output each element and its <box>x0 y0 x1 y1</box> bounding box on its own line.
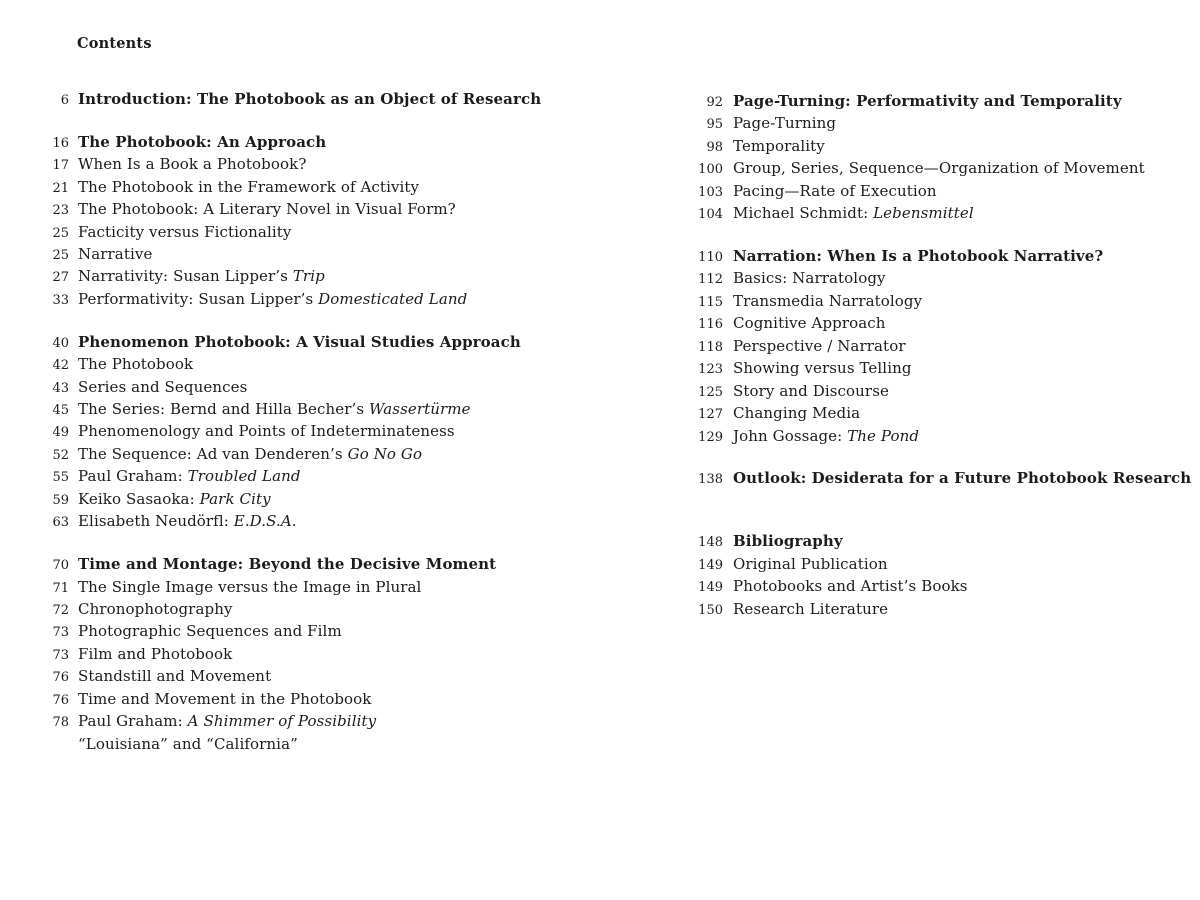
toc-entry-heading <box>655 246 1200 268</box>
toc-page-number: 73 <box>52 625 69 641</box>
toc-entry-title-text: Basics: Narratology <box>733 269 886 288</box>
toc-entry-title <box>78 554 496 574</box>
toc-entry-title-text: Photobooks and Artist’s Books <box>733 577 968 596</box>
toc-entry-title <box>733 113 836 133</box>
toc-page-number: 73 <box>52 647 69 663</box>
toc-entry-title <box>733 181 937 201</box>
toc-entry-title-text: Time and Montage: Beyond the Decisive Moment <box>78 555 497 574</box>
toc-entry-title-text: The Sequence: Ad van Denderen’s <box>78 444 348 463</box>
toc-page-number: 103 <box>698 184 723 200</box>
toc-entry <box>0 689 620 711</box>
toc-entry-title-text: Narrative <box>78 245 153 264</box>
toc-entry-title-text: Showing versus Telling <box>733 359 912 378</box>
toc-entry-title <box>78 399 471 419</box>
toc-entry-title <box>78 644 232 664</box>
toc-entry-heading <box>0 132 620 154</box>
toc-entry-title <box>733 136 825 156</box>
toc-entry-title-italic: Lebensmittel <box>873 204 974 223</box>
toc-entry-title-text: Photographic Sequences and Film <box>78 622 342 641</box>
toc-entry <box>655 381 1200 403</box>
toc-entry <box>655 113 1200 135</box>
toc-page-number: 115 <box>698 294 723 310</box>
toc-entry-title <box>78 199 456 219</box>
toc-entry <box>0 577 620 599</box>
toc-entry-title <box>733 599 888 619</box>
toc-entry-title-text: “Louisiana” and “California” <box>78 734 298 753</box>
toc-entry <box>655 181 1200 203</box>
toc-page-number: 40 <box>52 335 69 351</box>
toc-entry <box>0 711 620 733</box>
toc-page-number: 129 <box>698 429 723 445</box>
toc-entry-title-text: Paul Graham: <box>78 712 188 731</box>
toc-entry-title <box>78 511 297 531</box>
toc-entry-title-text: Research Literature <box>733 599 889 618</box>
toc-page-number: 76 <box>52 670 69 686</box>
toc-entry-title <box>733 468 1191 488</box>
toc-entry-title-text: Phenomenon Photobook: A Visual Studies Approach <box>78 332 521 351</box>
toc-group <box>0 332 620 534</box>
toc-column-right <box>655 91 1200 621</box>
toc-entry <box>0 489 620 511</box>
toc-entry-title-text: Temporality <box>733 136 825 155</box>
toc-entry-title-text: Elisabeth Neudörfl: <box>78 512 234 531</box>
toc-entry <box>655 403 1200 425</box>
toc-page-number: 118 <box>698 339 723 355</box>
toc-group <box>655 468 1200 490</box>
toc-group <box>655 246 1200 448</box>
toc-entry-title <box>78 89 541 109</box>
toc-entry-title <box>78 599 233 619</box>
toc-entry-title-italic: Park City <box>199 489 271 508</box>
toc-entry <box>0 377 620 399</box>
toc-entry-title-text: Narration: When Is a Photobook Narrative? <box>733 247 1104 266</box>
toc-entry-title-text: Narrativity: Susan Lipper’s <box>78 267 293 286</box>
toc-page-number: 148 <box>698 535 723 551</box>
toc-entry-title-italic: Go No Go <box>347 444 423 463</box>
toc-entry-title-text: Series and Sequences <box>78 377 248 396</box>
toc-entry-heading <box>0 89 620 111</box>
toc-entry-title <box>733 531 843 551</box>
toc-entry-title <box>733 313 886 333</box>
toc-entry-title <box>733 426 919 446</box>
toc-entry-title <box>733 554 888 574</box>
toc-entry-heading <box>0 554 620 576</box>
toc-entry-title-text: Keiko Sasaoka: <box>78 489 200 508</box>
toc-entry-title-text: Bibliography <box>733 532 843 551</box>
toc-entry-title <box>78 689 372 709</box>
toc-entry-title <box>78 466 301 486</box>
toc-entry-heading <box>655 531 1200 553</box>
toc-entry-title-text: Group, Series, Sequence—Organization of Movement <box>733 159 1145 178</box>
toc-entry <box>0 511 620 533</box>
toc-entry-title-text: Michael Schmidt: <box>733 204 874 223</box>
toc-entry <box>0 666 620 688</box>
toc-group <box>0 132 620 312</box>
toc-entry-title <box>78 132 326 152</box>
page-title: Contents <box>77 35 152 52</box>
toc-entry-title <box>733 336 906 356</box>
toc-entry <box>655 554 1200 576</box>
toc-entry-title-text: John Gossage: <box>733 426 848 445</box>
toc-entry-title <box>78 222 291 242</box>
toc-entry-title-text: Film and Photobook <box>78 644 233 663</box>
toc-entry-heading <box>0 332 620 354</box>
toc-entry-title <box>78 377 247 397</box>
toc-page-number: 150 <box>698 602 723 618</box>
toc-entry <box>0 421 620 443</box>
toc-entry <box>0 354 620 376</box>
toc-entry <box>0 599 620 621</box>
toc-page-number: 71 <box>52 580 69 596</box>
toc-page-number: 116 <box>698 317 723 333</box>
toc-entry-title <box>78 666 271 686</box>
toc-page-number: 123 <box>698 362 723 378</box>
toc-entry-title <box>733 246 1103 266</box>
toc-page-number: 6 <box>60 93 69 108</box>
toc-entry-title-text: Phenomenology and Points of Indeterminateness <box>78 422 455 441</box>
toc-page-number: 25 <box>52 248 69 264</box>
toc-entry <box>0 734 620 754</box>
toc-entry-title <box>78 711 376 731</box>
toc-entry <box>655 599 1200 621</box>
toc-entry-title <box>78 154 306 174</box>
toc-group <box>0 554 620 754</box>
toc-entry <box>0 222 620 244</box>
toc-entry <box>0 289 620 311</box>
toc-entry-title-italic: Trip <box>292 267 325 286</box>
toc-entry-title-text: The Photobook <box>78 355 194 374</box>
toc-entry-title <box>733 381 889 401</box>
toc-entry-title <box>78 734 298 754</box>
toc-entry-title <box>733 91 1122 111</box>
toc-entry-title <box>733 576 968 596</box>
toc-entry-title-text: Outlook: Desiderata for a Future Photobook Research <box>733 469 1192 488</box>
toc-page-number: 21 <box>52 180 69 196</box>
toc-entry-title <box>78 332 521 352</box>
toc-entry-title-italic: Domesticated Land <box>318 289 468 308</box>
toc-entry-title-text: Perspective / Narrator <box>733 336 906 355</box>
toc-entry <box>0 266 620 288</box>
toc-entry <box>655 358 1200 380</box>
toc-entry-title-text: Performativity: Susan Lipper’s <box>78 289 319 308</box>
toc-entry <box>0 154 620 176</box>
toc-page-number: 104 <box>698 207 723 223</box>
toc-page-number: 127 <box>698 407 723 423</box>
toc-entry-title <box>78 244 152 264</box>
toc-column-left <box>0 89 620 754</box>
toc-entry-title-text: The Single Image versus the Image in Plural <box>78 577 422 596</box>
toc-page-number: 112 <box>698 272 723 288</box>
toc-entry-title-italic: E.D.S.A. <box>233 512 297 531</box>
toc-page-number: 43 <box>52 380 69 396</box>
toc-group <box>0 89 620 111</box>
toc-entry-title-text: When Is a Book a Photobook? <box>78 155 307 174</box>
toc-page-number: 59 <box>52 492 69 508</box>
toc-page-number: 76 <box>52 692 69 708</box>
toc-page-number: 92 <box>706 95 723 110</box>
toc-entry-title-text: Standstill and Movement <box>78 667 272 686</box>
toc-entry <box>655 426 1200 448</box>
toc-entry <box>0 199 620 221</box>
toc-page-number: 72 <box>52 602 69 618</box>
toc-entry <box>0 444 620 466</box>
toc-entry-title <box>733 403 860 423</box>
toc-entry-title-italic: Troubled Land <box>187 467 301 486</box>
toc-entry <box>0 244 620 266</box>
toc-group <box>655 91 1200 226</box>
toc-entry-title <box>733 291 922 311</box>
toc-entry <box>0 621 620 643</box>
toc-entry-title-text: Story and Discourse <box>733 381 889 400</box>
toc-entry <box>655 291 1200 313</box>
toc-page-number: 33 <box>52 292 69 308</box>
toc-entry-title-text: Cognitive Approach <box>733 314 886 333</box>
toc-entry-title-text: Page-Turning <box>733 114 837 133</box>
toc-page-number: 78 <box>52 715 69 731</box>
toc-entry <box>655 268 1200 290</box>
toc-entry <box>655 203 1200 225</box>
toc-page-number: 63 <box>52 515 69 531</box>
toc-entry-title <box>78 266 325 286</box>
toc-page-number: 55 <box>52 470 69 486</box>
toc-page-number: 100 <box>698 162 723 178</box>
toc-entry-title-text: Chronophotography <box>78 599 233 618</box>
toc-page-number: 23 <box>52 203 69 219</box>
toc-page-number: 52 <box>52 447 69 463</box>
toc-entry-title <box>78 444 422 464</box>
toc-page-number: 27 <box>52 270 69 286</box>
toc-entry <box>655 158 1200 180</box>
toc-group <box>655 531 1200 621</box>
toc-entry-title-text: Pacing—Rate of Execution <box>733 181 937 200</box>
toc-entry-heading <box>655 468 1200 490</box>
toc-page-number: 98 <box>706 139 723 155</box>
toc-entry-title-text: The Series: Bernd and Hilla Becher’s <box>78 400 370 419</box>
toc-entry-title <box>733 158 1145 178</box>
toc-entry-title <box>78 421 455 441</box>
toc-entry <box>0 399 620 421</box>
toc-entry-title-text: Page-Turning: Performativity and Temporality <box>733 92 1122 110</box>
toc-entry-title-text: The Photobook: A Literary Novel in Visual Form? <box>78 200 456 219</box>
toc-page-number: 138 <box>698 472 723 488</box>
toc-entry-title-text: Original Publication <box>733 554 888 573</box>
toc-page-number: 149 <box>698 557 723 573</box>
toc-entry <box>0 466 620 488</box>
toc-entry <box>0 644 620 666</box>
toc-entry <box>0 177 620 199</box>
toc-entry-title-text: Introduction: The Photobook as an Object of Research <box>78 90 542 108</box>
toc-page-number: 125 <box>698 384 723 400</box>
toc-page-number: 95 <box>706 117 723 133</box>
toc-entry-title-italic: The Pond <box>847 426 920 445</box>
toc-entry-title <box>78 621 342 641</box>
toc-entry-title-text: Time and Movement in the Photobook <box>78 689 372 708</box>
toc-entry-title-text: The Photobook: An Approach <box>78 132 327 151</box>
toc-entry-heading <box>655 91 1200 113</box>
toc-entry-title-text: Transmedia Narratology <box>733 291 923 310</box>
toc-entry-title-italic: A Shimmer of Possibility <box>187 712 377 731</box>
toc-entry <box>655 313 1200 335</box>
toc-page-number: 110 <box>698 250 723 266</box>
toc-page-number: 149 <box>698 580 723 596</box>
toc-page-number: 17 <box>52 158 69 174</box>
toc-entry-title <box>733 268 886 288</box>
toc-entry-title-italic: Wassertürme <box>369 400 471 419</box>
toc-entry <box>655 576 1200 598</box>
toc-page-number: 70 <box>52 558 69 574</box>
toc-entry-title <box>78 177 419 197</box>
toc-entry-title <box>733 203 974 223</box>
toc-page-number: 49 <box>52 425 69 441</box>
toc-entry-title <box>78 354 193 374</box>
toc-entry-title-text: Paul Graham: <box>78 467 188 486</box>
toc-page-number: 16 <box>52 135 69 151</box>
toc-entry-title <box>78 289 467 309</box>
toc-entry-title-text: The Photobook in the Framework of Activity <box>78 177 420 196</box>
toc-entry-title <box>78 577 421 597</box>
toc-entry <box>655 336 1200 358</box>
toc-entry <box>655 136 1200 158</box>
toc-entry-title-text: Changing Media <box>733 404 861 423</box>
toc-entry-title-text: Facticity versus Fictionality <box>78 222 292 241</box>
toc-page-number: 45 <box>52 403 69 419</box>
toc-entry-title <box>78 489 271 509</box>
toc-page-number: 42 <box>52 358 69 374</box>
toc-page-number: 25 <box>52 225 69 241</box>
toc-entry-title <box>733 358 912 378</box>
